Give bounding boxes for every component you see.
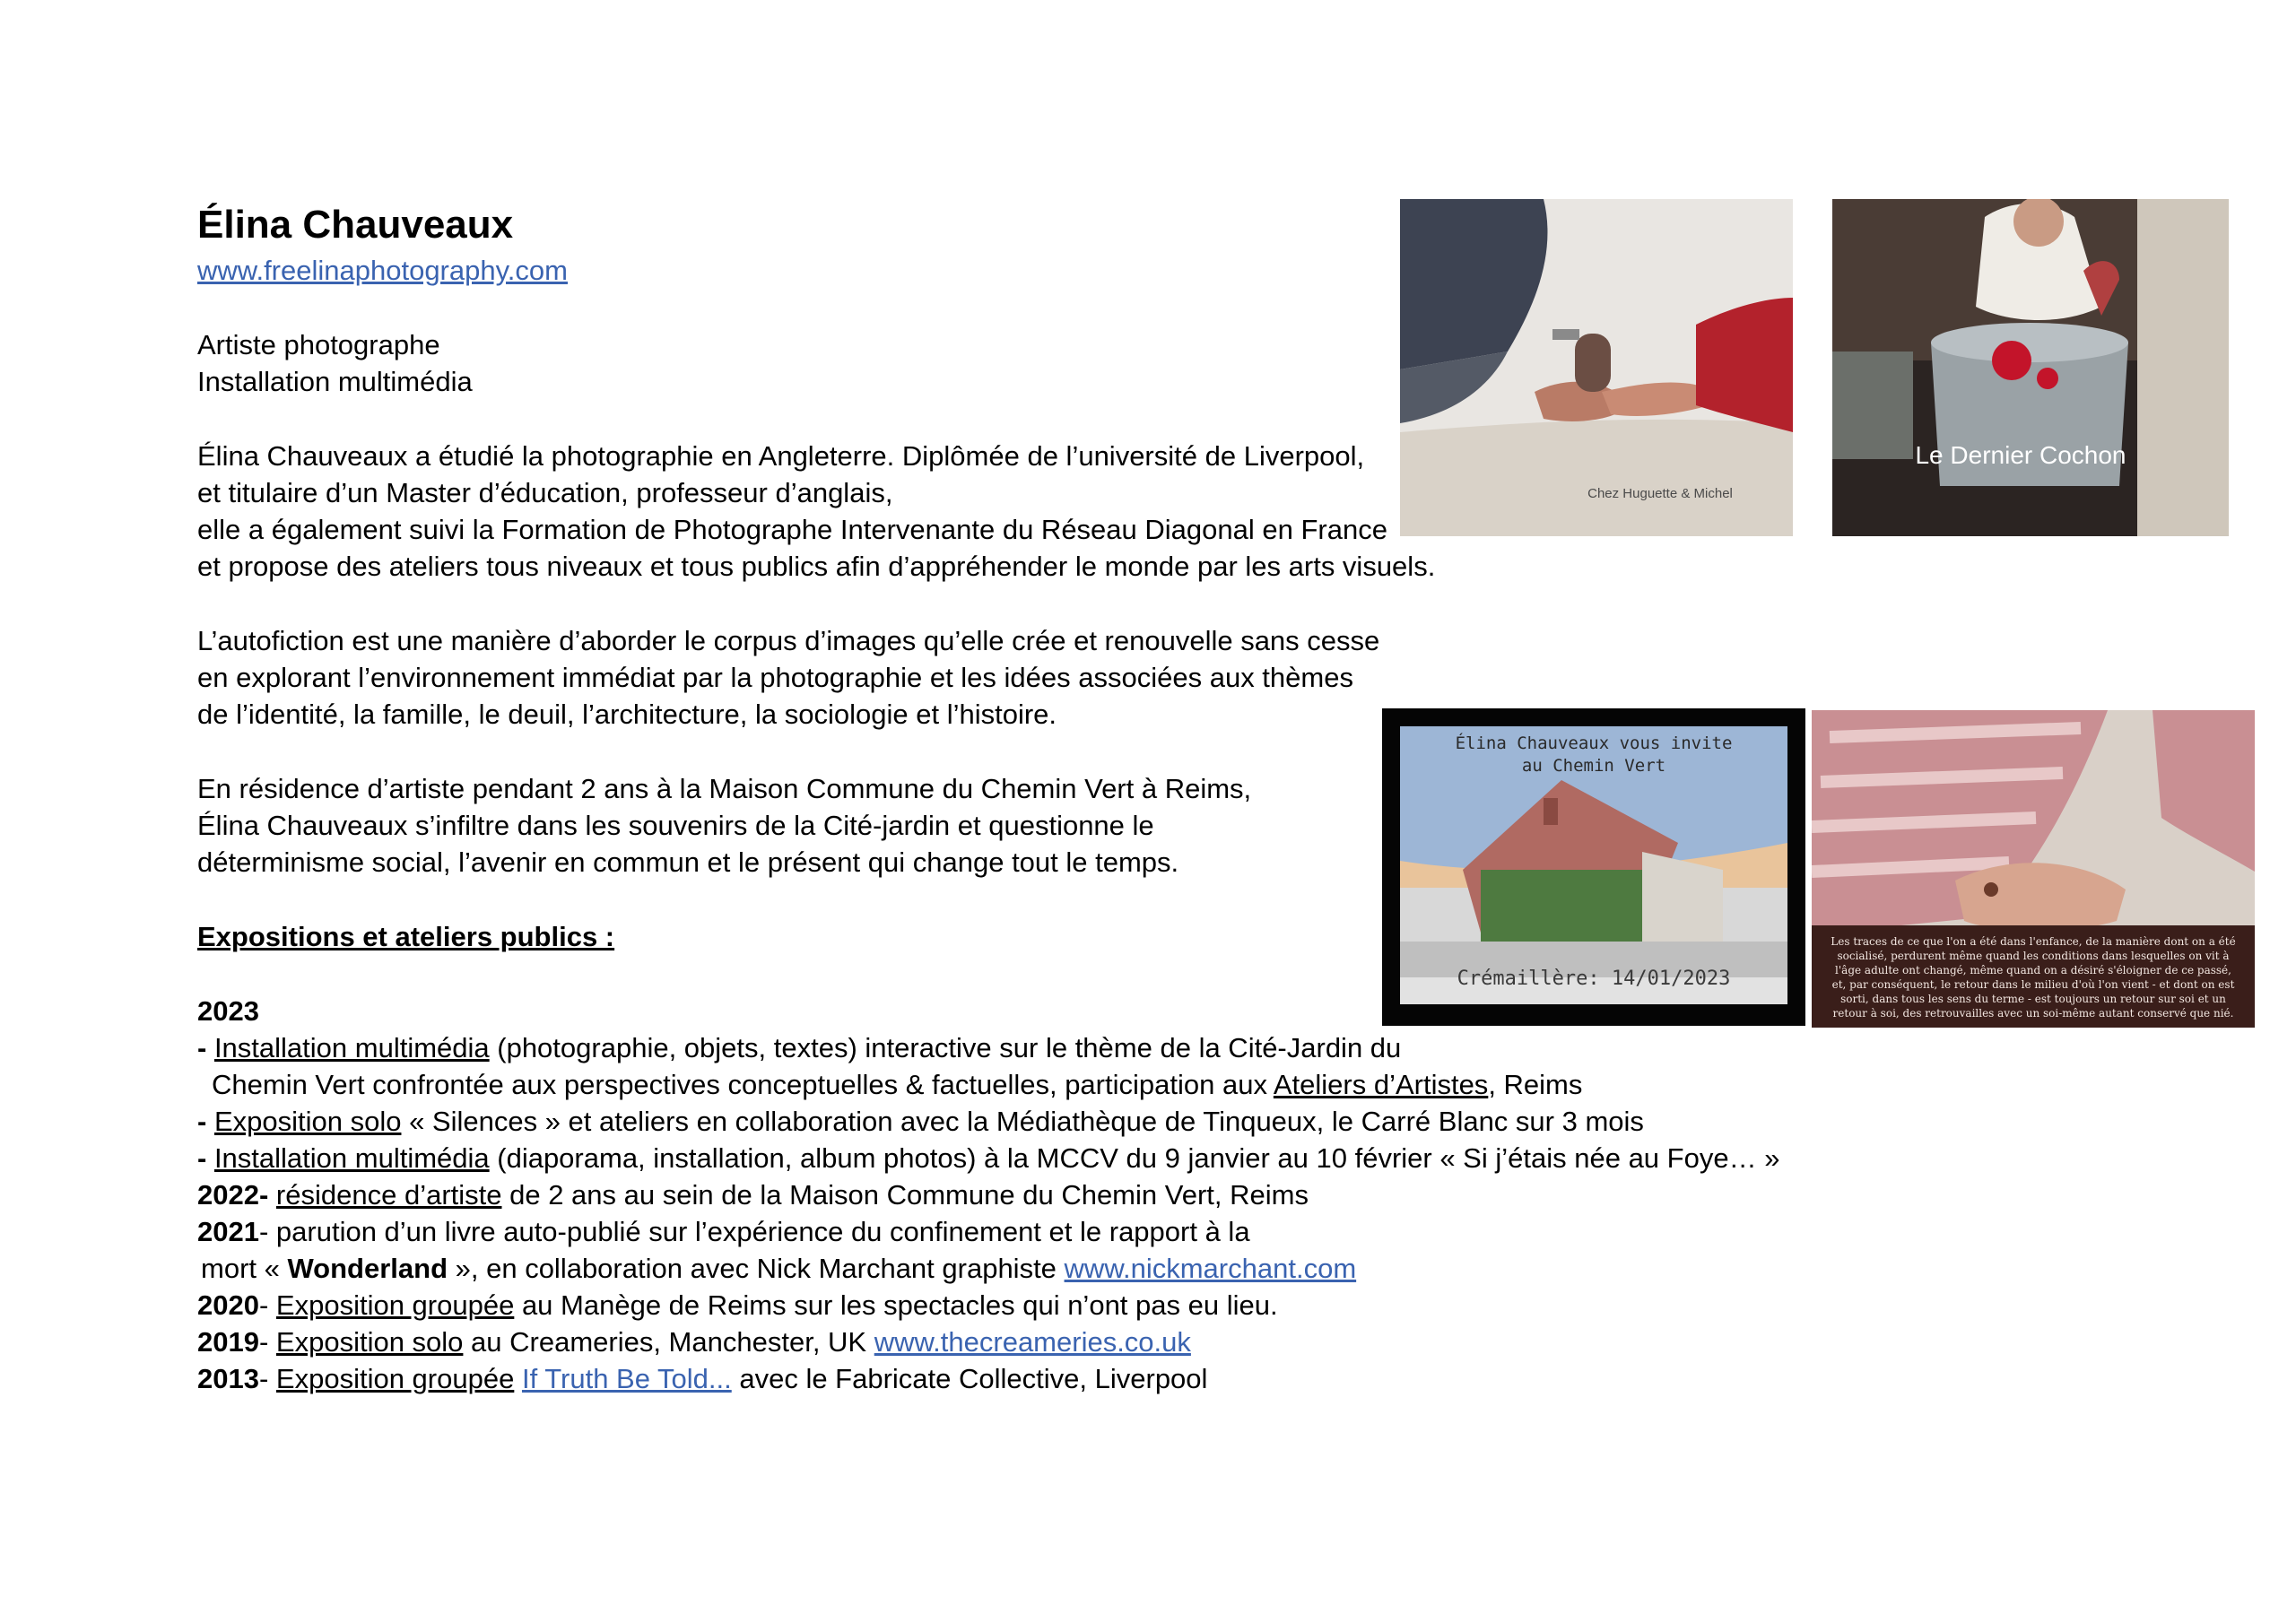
bio-line: en explorant l’environnement immédiat par la photographie et les idées associées aux thèmes (197, 662, 1353, 693)
expo-entry (197, 1103, 1803, 1140)
expo-text: mort « (201, 1253, 288, 1284)
bio-line: En résidence d’artiste pendant 2 ans à la Maison Commune du Chemin Vert à Reims, (197, 773, 1252, 804)
expo-entry (197, 1140, 1803, 1176)
year-label: 2019 (197, 1326, 259, 1358)
photo-invitation-image (1382, 708, 1805, 1026)
expo-entry (197, 1213, 1803, 1250)
expo-text: de 2 ans au sein de la Maison Commune du Chemin Vert, Reims (501, 1179, 1309, 1211)
bio-line: Élina Chauveaux a étudié la photographie en Angleterre. Diplômée de l’université de Liverpool, (197, 440, 1365, 472)
dash: - (258, 1363, 276, 1394)
year-label: 2022- (197, 1179, 269, 1211)
expo-entry (197, 1287, 1803, 1324)
dash: - (197, 1142, 214, 1174)
bio-line: et titulaire d’un Master d’éducation, professeur d’anglais, (197, 477, 893, 508)
invitation-title-line1: Élina Chauveaux vous invite (1455, 733, 1733, 753)
photo-hands-bed-image (1400, 199, 1793, 536)
expo-link[interactable]: Exposition solo (213, 1106, 402, 1137)
expo-text: - parution d’un livre auto-publié sur l’expérience du confinement et le rapport à la (258, 1216, 1250, 1247)
year-2023: 2023 (197, 995, 259, 1027)
quote-line: socialisé, perdurent même quand les conditions dans lesquelles on vit à (1837, 950, 2230, 962)
book-title: Wonderland (287, 1253, 448, 1284)
expo-heading: Expositions et ateliers publics : (197, 921, 615, 952)
quote-line: sorti, dans tous les sens du terme - est toujours un retour sur soi et un (1840, 993, 2226, 1005)
expo-text: au Manège de Reims sur les spectacles qui n’ont pas eu lieu. (514, 1289, 1278, 1321)
expo-link[interactable]: résidence d’artiste (275, 1179, 502, 1211)
expo-entry (197, 1324, 1803, 1360)
year-label: 2021 (197, 1216, 259, 1247)
quote-line: et, par conséquent, le retour dans le milieu d'où l'on vient - et dont on est (1831, 978, 2235, 991)
expo-text: (diaporama, installation, album photos) à la MCCV du 9 janvier au 10 février « Si j’étais née au Foye… » (489, 1142, 1780, 1174)
expo-text: , Reims (1488, 1069, 1583, 1100)
dash: - (258, 1289, 276, 1321)
photo-hands-bed-caption: Chez Huguette & Michel (1587, 486, 1733, 501)
expo-text (514, 1363, 522, 1394)
photo-hands-bed (1400, 199, 1793, 536)
creameries-link[interactable]: www.thecreameries.co.uk (874, 1326, 1191, 1358)
photo-hands-knit-image (1812, 710, 2255, 1028)
quote-line: Les traces de ce que l'on a été dans l'enfance, de la manière dont on a été (1831, 935, 2236, 948)
expo-text: Chemin Vert confrontée aux perspectives conceptuelles & factuelles, participation aux (212, 1069, 1274, 1100)
year-label: 2020 (197, 1289, 259, 1321)
invitation-date: Crémaillère: 14/01/2023 (1457, 968, 1731, 990)
expo-entry (197, 1250, 1803, 1287)
expo-link[interactable]: Exposition solo (275, 1326, 464, 1358)
quote-line: retour à soi, des retrouvailles avec un soi-même autant conservé que nié. (1832, 1007, 2234, 1020)
year-label: 2013 (197, 1363, 259, 1394)
quote-line: l'âge adulte ont changé, même quand on a désiré s'éloigner de ce passé, (1835, 964, 2231, 976)
bio-line: elle a également suivi la Formation de Photographe Intervenante du Réseau Diagonal en France (197, 514, 1387, 545)
expo-text: (photographie, objets, textes) interactive sur le thème de la Cité-Jardin du (489, 1032, 1402, 1063)
nickmarchant-link[interactable]: www.nickmarchant.com (1064, 1253, 1357, 1284)
role-installation: Installation multimédia (197, 366, 473, 397)
bio-line: L’autofiction est une manière d’aborder le corpus d’images qu’elle crée et renouvelle sans cesse (197, 625, 1380, 656)
expo-entry (197, 1360, 1803, 1397)
expo-link[interactable]: Exposition groupée (275, 1289, 515, 1321)
expo-entry (197, 1029, 1803, 1066)
expo-text: « Silences » et ateliers en collaboration avec la Médiathèque de Tinqueux, le Carré Blanc sur 3 mois (401, 1106, 1644, 1137)
photo-dernier-cochon-caption: Le Dernier Cochon (1915, 441, 2126, 469)
bio-line: déterminisme social, l’avenir en commun et le présent qui change tout le temps. (197, 846, 1179, 878)
invitation-title-line2: au Chemin Vert (1521, 756, 1666, 776)
dash: - (197, 1032, 214, 1063)
photo-hands-knit (1812, 710, 2255, 1028)
expo-link[interactable]: Installation multimédia (213, 1032, 490, 1063)
expo-text: au Creameries, Manchester, UK (463, 1326, 874, 1358)
expo-entry (197, 1066, 1803, 1103)
artist-name: Élina Chauveaux (197, 203, 514, 247)
photo-dernier-cochon-image (1832, 199, 2229, 536)
bio-line: et propose des ateliers tous niveaux et tous publics afin d’appréhender le monde par les arts visuels. (197, 551, 1436, 582)
expo-text: », en collaboration avec Nick Marchant graphiste (448, 1253, 1065, 1284)
dash: - (197, 1106, 214, 1137)
bio-line: Élina Chauveaux s’infiltre dans les souvenirs de la Cité-jardin et questionne le (197, 810, 1154, 841)
photo-invitation-chemin-vert (1382, 708, 1805, 1026)
website-link[interactable]: www.freelinaphotography.com (197, 255, 568, 286)
expo-text: avec le Fabricate Collective, Liverpool (731, 1363, 1208, 1394)
expo-link[interactable]: Ateliers d’Artistes (1273, 1069, 1489, 1100)
photo-dernier-cochon (1832, 199, 2229, 536)
bio-line: de l’identité, la famille, le deuil, l’architecture, la sociologie et l’histoire. (197, 699, 1057, 730)
expo-link[interactable]: Installation multimédia (213, 1142, 490, 1174)
expo-link[interactable]: Exposition groupée (275, 1363, 515, 1394)
role-photographer: Artiste photographe (197, 329, 440, 360)
dash: - (258, 1326, 276, 1358)
expo-entry (197, 1176, 1803, 1213)
truth-be-told-link[interactable]: If Truth Be Told... (521, 1363, 732, 1394)
